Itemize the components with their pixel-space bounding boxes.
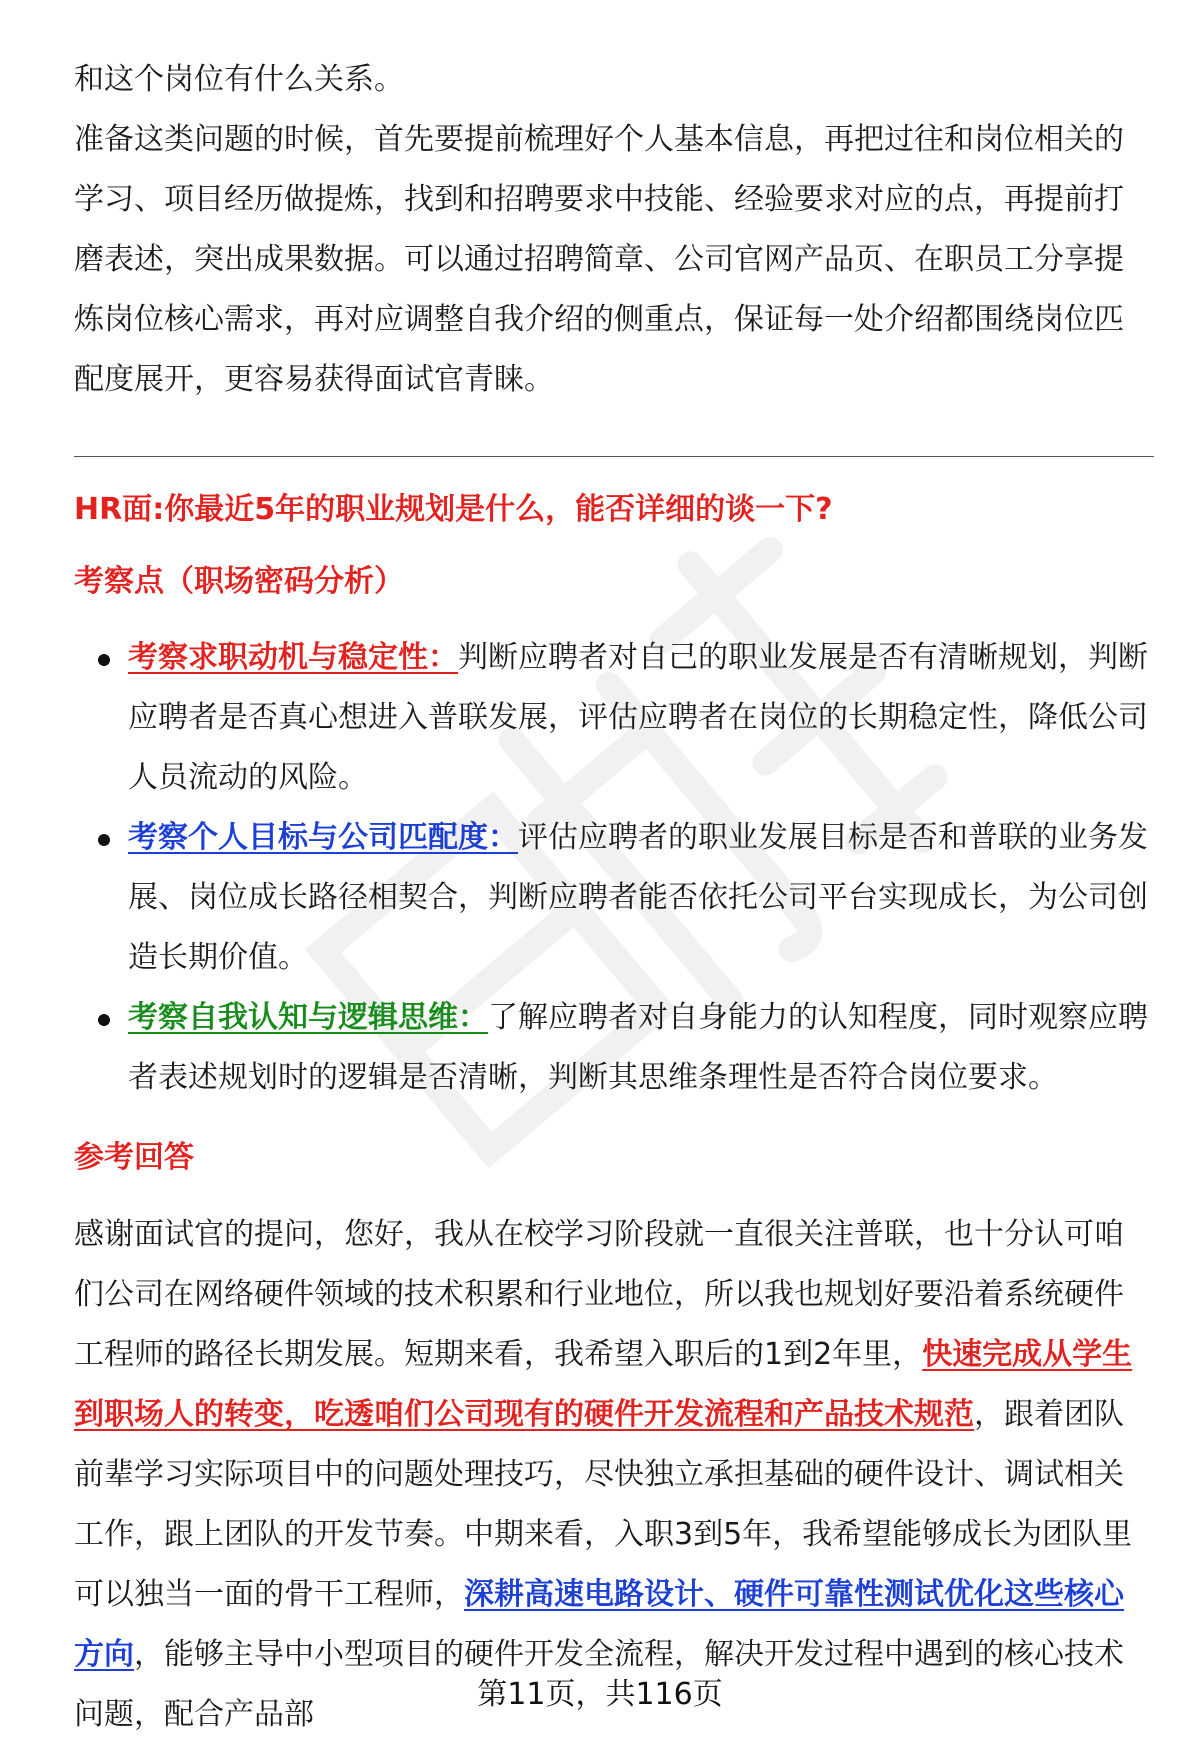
answer-text: ，能够主导中小型项目的硬件开发全流程，解决开发过程中遇到的核心技术问题，配合产品部 — [74, 1637, 1124, 1732]
bullet-dot — [98, 654, 110, 666]
list-item — [74, 988, 1154, 1108]
bullet-dot — [98, 1014, 110, 1026]
intro-line: 和这个岗位有什么关系。 — [74, 62, 404, 97]
points-heading: 考察点（职场密码分析） — [74, 564, 404, 599]
point-label: 考察自我认知与逻辑思维： — [128, 1000, 488, 1035]
answer-text: ，跟着团队前辈学习实际项目中的问题处理技巧，尽快独立承担基础的硬件设计、调试相关工作，跟上团队的开发节奏。中期来看，入职3到5年，我希望能够成长为团队里可以独当一面的骨干工程师， — [74, 1397, 1133, 1612]
answer-highlight-red: 快速完成从学生到职场人的转变，吃透咱们公司现有的硬件开发流程和产品技术规范 — [74, 1337, 1133, 1432]
page-number: 第11页，共116页 — [477, 1677, 723, 1712]
answer-highlight-blue: 深耕高速电路设计、硬件可靠性测试优化这些核心方向 — [74, 1577, 1124, 1672]
question-title: HR面:你最近5年的职业规划是什么，能否详细的谈一下? — [74, 492, 833, 527]
list-item — [74, 628, 1154, 808]
intro-paragraph: 准备这类问题的时候，首先要提前梳理好个人基本信息，再把过往和岗位相关的学习、项目经历做提炼，找到和招聘要求中技能、经验要求对应的点，再提前打磨表述，突出成果数据。可以通过招聘简章、公司官网产品页、在职员工分享提炼岗位核心需求，再对应调整自我介绍的侧重点，保证每一处介绍都围绕岗位匹配度展开，更容易获得面试官青睐。 — [74, 122, 1124, 397]
list-item — [74, 808, 1154, 988]
points-list — [74, 628, 1154, 1108]
point-text: 了解应聘者对自身能力的认知程度，同时观察应聘者表述规划时的逻辑是否清晰，判断其思维条理性是否符合岗位要求。 — [128, 1000, 1148, 1095]
bullet-dot — [98, 834, 110, 846]
answer-heading: 参考回答 — [74, 1140, 194, 1175]
point-label: 考察求职动机与稳定性： — [128, 640, 458, 675]
section-divider — [74, 456, 1154, 457]
point-text: 评估应聘者的职业发展目标是否和普联的业务发展、岗位成长路径相契合，判断应聘者能否依托公司平台实现成长，为公司创造长期价值。 — [128, 820, 1148, 975]
answer-text: 感谢面试官的提问，您好，我从在校学习阶段就一直很关注普联，也十分认可咱们公司在网络硬件领域的技术积累和行业地位，所以我也规划好要沿着系统硬件工程师的路径长期发展。短期来看，我希望入职后的1到2年里， — [74, 1217, 1124, 1372]
point-label: 考察个人目标与公司匹配度： — [128, 820, 518, 855]
answer-paragraph — [74, 1205, 1149, 1745]
point-text: 判断应聘者对自己的职业发展是否有清晰规划，判断应聘者是否真心想进入普联发展，评估应聘者在岗位的长期稳定性，降低公司人员流动的风险。 — [128, 640, 1148, 795]
